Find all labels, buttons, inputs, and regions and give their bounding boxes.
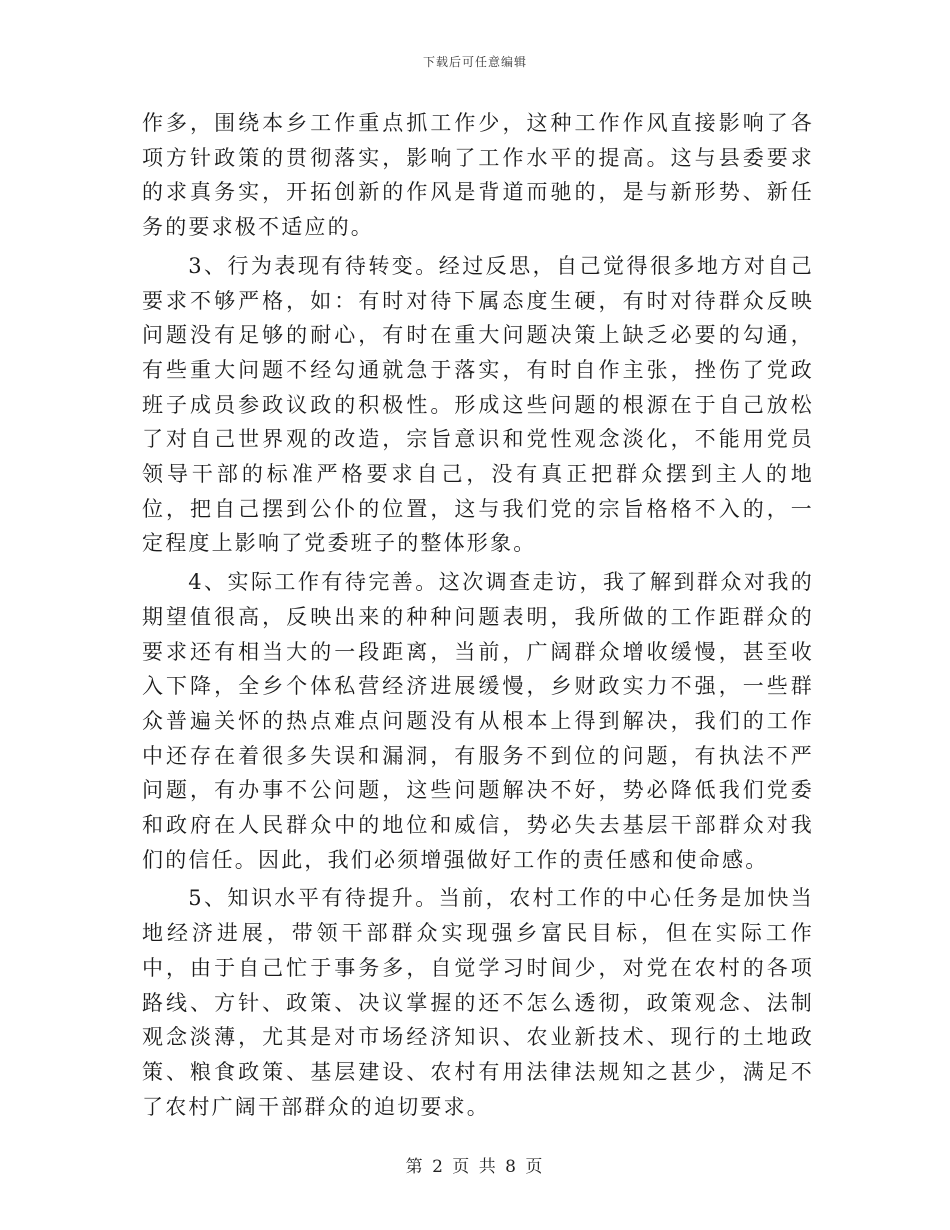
paragraph-knowledge: 5、知识水平有待提升。当前，农村工作的中心任务是加快当地经济进展，带领干部群众实现强乡富民目标，但在实际工作中，由于自己忙于事务多，自觉学习时间少，对党在农村的各项路线、方针、政策、决议掌握的还不怎么透彻，政策观念、法制观念淡薄，尤其是对市场经济知识、农业新技术、现行的土地政策、粮食政策、基层建设、农村有用法律法规知之甚少，满足不了农村广阔干部群众的迫切要求。 bbox=[142, 886, 814, 1119]
paragraph-behavior: 3、行为表现有待转变。经过反思，自己觉得很多地方对自己要求不够严格，如：有时对待下属态度生硬，有时对待群众反映问题没有足够的耐心，有时在重大问题决策上缺乏必要的勾通，有些重大问题不经勾通就急于落实，有时自作主张，挫伤了党政班子成员参政议政的积极性。形成这些问题的根源在于自己放松了对自己世界观的改造，宗旨意识和党性观念淡化，不能用党员领导干部的标准严格要求自己，没有真正把群众摆到主人的地位，把自己摆到公仆的位置，这与我们党的宗旨格格不入的，一定程度上影响了党委班子的整体形象。 bbox=[142, 253, 814, 556]
paragraph-continuation: 作多，围绕本乡工作重点抓工作少，这种工作作风直接影响了各项方针政策的贯彻落实，影响了工作水平的提高。这与县委要求的求真务实，开拓创新的作风是背道而驰的，是与新形势、新任务的要求极不适应的。 bbox=[142, 111, 814, 240]
page-number: 第 2 页 共 8 页 bbox=[405, 1157, 545, 1177]
paragraph-work: 4、实际工作有待完善。这次调查走访，我了解到群众对我的期望值很高，反映出来的种种问题表明，我所做的工作距群众的要求还有相当大的一段距离，当前，广阔群众增收缓慢，甚至收入下降，全乡个体私营经济进展缓慢，乡财政实力不强，一些群众普遍关怀的热点难点问题没有从根本上得到解决，我们的工作中还存在着很多失误和漏洞，有服务不到位的问题，有执法不严问题，有办事不公问题，这些问题解决不好，势必降低我们党委和政府在人民群众中的地位和威信，势必失去基层干部群众对我们的信任。因此，我们必须增强做好工作的责任感和使命感。 bbox=[142, 570, 814, 872]
page-header: 下载后可任意编辑 bbox=[422, 55, 527, 69]
document-body bbox=[142, 106, 814, 1124]
